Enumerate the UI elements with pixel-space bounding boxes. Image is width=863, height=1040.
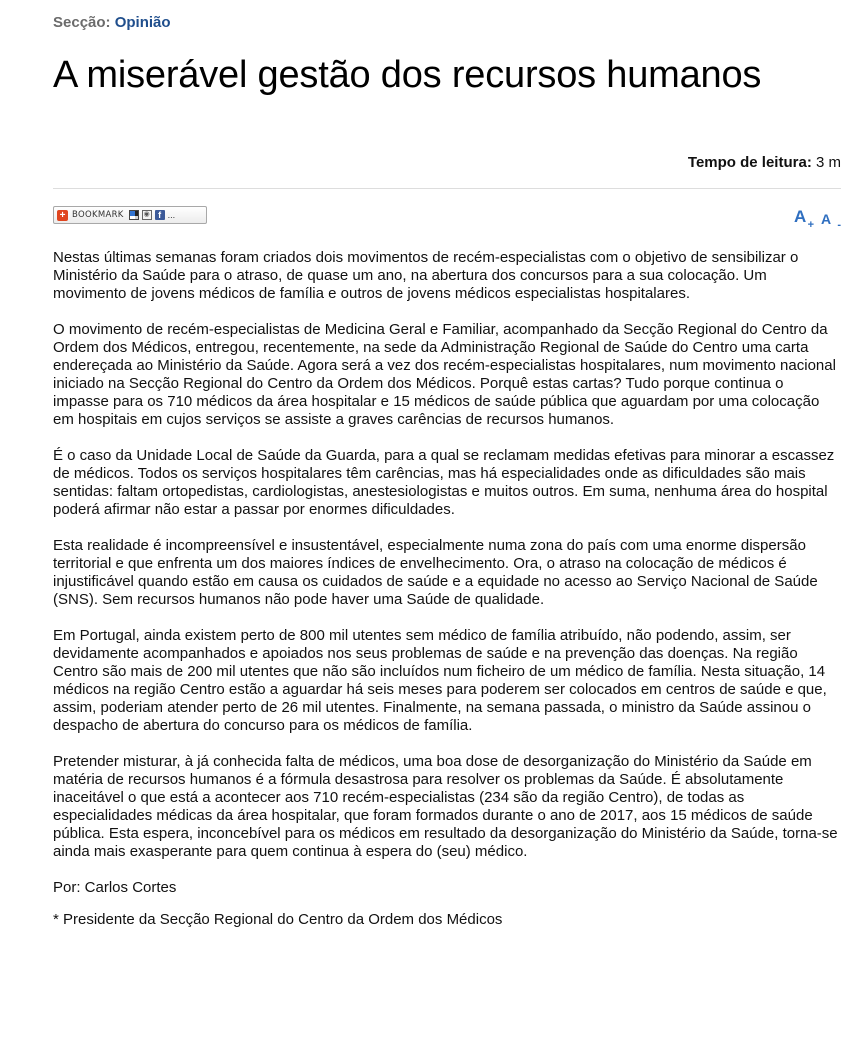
article-paragraph: Esta realidade é incompreensível e insustentável, especialmente numa zona do país com uma enorme dispersão territorial e que enfrenta um dos maiores índices de envelhecimento. Ora, o atraso na colocação de médicos é injustificável quando estão em causa os cuidados de saúde e a equidade no acesso ao Serviço Nacional de Saúde (SNS). Sem recursos humanos não pode haver uma Saúde de qualidade. [53, 537, 818, 608]
article-body [53, 249, 843, 947]
section-label: Secção: [53, 14, 111, 31]
reading-time-label: Tempo de leitura: [687, 154, 812, 171]
article-paragraph: O movimento de recém-especialistas de Medicina Geral e Familiar, acompanhado da Secção Regional do Centro da Ordem dos Médicos, entregou, recentemente, na sede da Administração Regional de Saúde do Centro uma carta endereçada ao Ministério da Saúde. Agora será a vez dos recém-especialistas hospitalares, num movimento nacional iniciado na Secção Regional do Centro da Ordem dos Médicos. Porquê estas cartas? Tudo porque continua o impasse para os 710 médicos da área hospitalar e 15 médicos de saúde pública que aguardam por uma colocação em hospitais em cujos serviços se assiste a graves carências de recursos humanos. [53, 321, 836, 428]
delicious-icon [129, 210, 139, 220]
plus-sign: + [807, 219, 814, 231]
article-paragraph: Nestas últimas semanas foram criados dois movimentos de recém-especialistas com o objetivo de sensibilizar o Ministério da Saúde para o atraso, de quase um ano, na abertura dos concursos para a sua colocação. Um movimento de jovens médicos de família e outros de jovens médicos especialistas hospitalares. [53, 249, 799, 302]
article-paragraph: Pretender misturar, à já conhecida falta de médicos, uma boa dose de desorganização do Ministério da Saúde em matéria de recursos humanos é a fórmula desastrosa para resolver os problemas da Saúde. É absolutamente inaceitável o que está a acontecer aos 710 recém-especialistas (234 são da região Centro), de todas as especialidades médicas da área hospitalar, que foram formados durante o ano de 2017, aos 15 médicos de saúde pública. Esta espera, inconcebível para os médicos em resultado da desorganização do Ministério da Saúde, torna-se ainda mais exasperante para quem continua à espera do (seu) médico. [53, 753, 838, 860]
reading-time [688, 154, 841, 171]
article-title: A miserável gestão dos recursos humanos [53, 54, 762, 96]
author-note: * Presidente da Secção Regional do Centro da Ordem dos Médicos [53, 911, 503, 928]
bookmark-label: BOOKMARK [72, 210, 124, 220]
font-size-controls [793, 207, 841, 231]
font-decrease-icon: A [821, 211, 832, 227]
plus-icon: + [57, 210, 68, 221]
bookmark-button[interactable] [53, 206, 207, 224]
reading-time-value: 3 m [815, 154, 841, 171]
bookmark-more: ... [167, 210, 176, 220]
header-divider [53, 188, 841, 189]
article-paragraph: Em Portugal, ainda existem perto de 800 mil utentes sem médico de família atribuído, não podendo, assim, ser devidamente acompanhados e apoiados nos seus problemas de saúde e na prevenção das doenças. Na região Centro são mais de 200 mil utentes que não são incluídos num ficheiro de um médico de família. Nesta situação, 14 médicos na região Centro estão a aguardar há seis meses para poderem ser colocados em centros de saúde e que, assim, poderiam atender perto de 26 mil utentes. Finalmente, na semana passada, o ministro da Saúde assinou o despacho de abertura do concurso para os médicos de família. [53, 627, 827, 734]
decrease-font-button[interactable] [820, 207, 841, 231]
article-author: Por: Carlos Cortes [53, 879, 177, 896]
section-link-opiniao[interactable]: Opinião [114, 14, 171, 31]
article-paragraph: É o caso da Unidade Local de Saúde da Guarda, para a qual se reclamam medidas efetivas para minorar a escassez de médicos. Todos os serviços hospitalares têm carências, mas há especialidades onde as dificuldades são mais sentidas: faltam ortopedistas, cardiologistas, anestesiologistas e muitos outros. Em suma, nenhuma área do hospital poderá afirmar não estar a passar por enormes dificuldades. [53, 447, 835, 518]
facebook-icon: f [155, 210, 165, 220]
increase-font-button[interactable] [793, 207, 814, 231]
digg-icon: ◉ [143, 211, 150, 218]
font-increase-icon: A [794, 207, 807, 226]
section-breadcrumb [53, 14, 171, 31]
minus-sign: - [837, 219, 841, 231]
